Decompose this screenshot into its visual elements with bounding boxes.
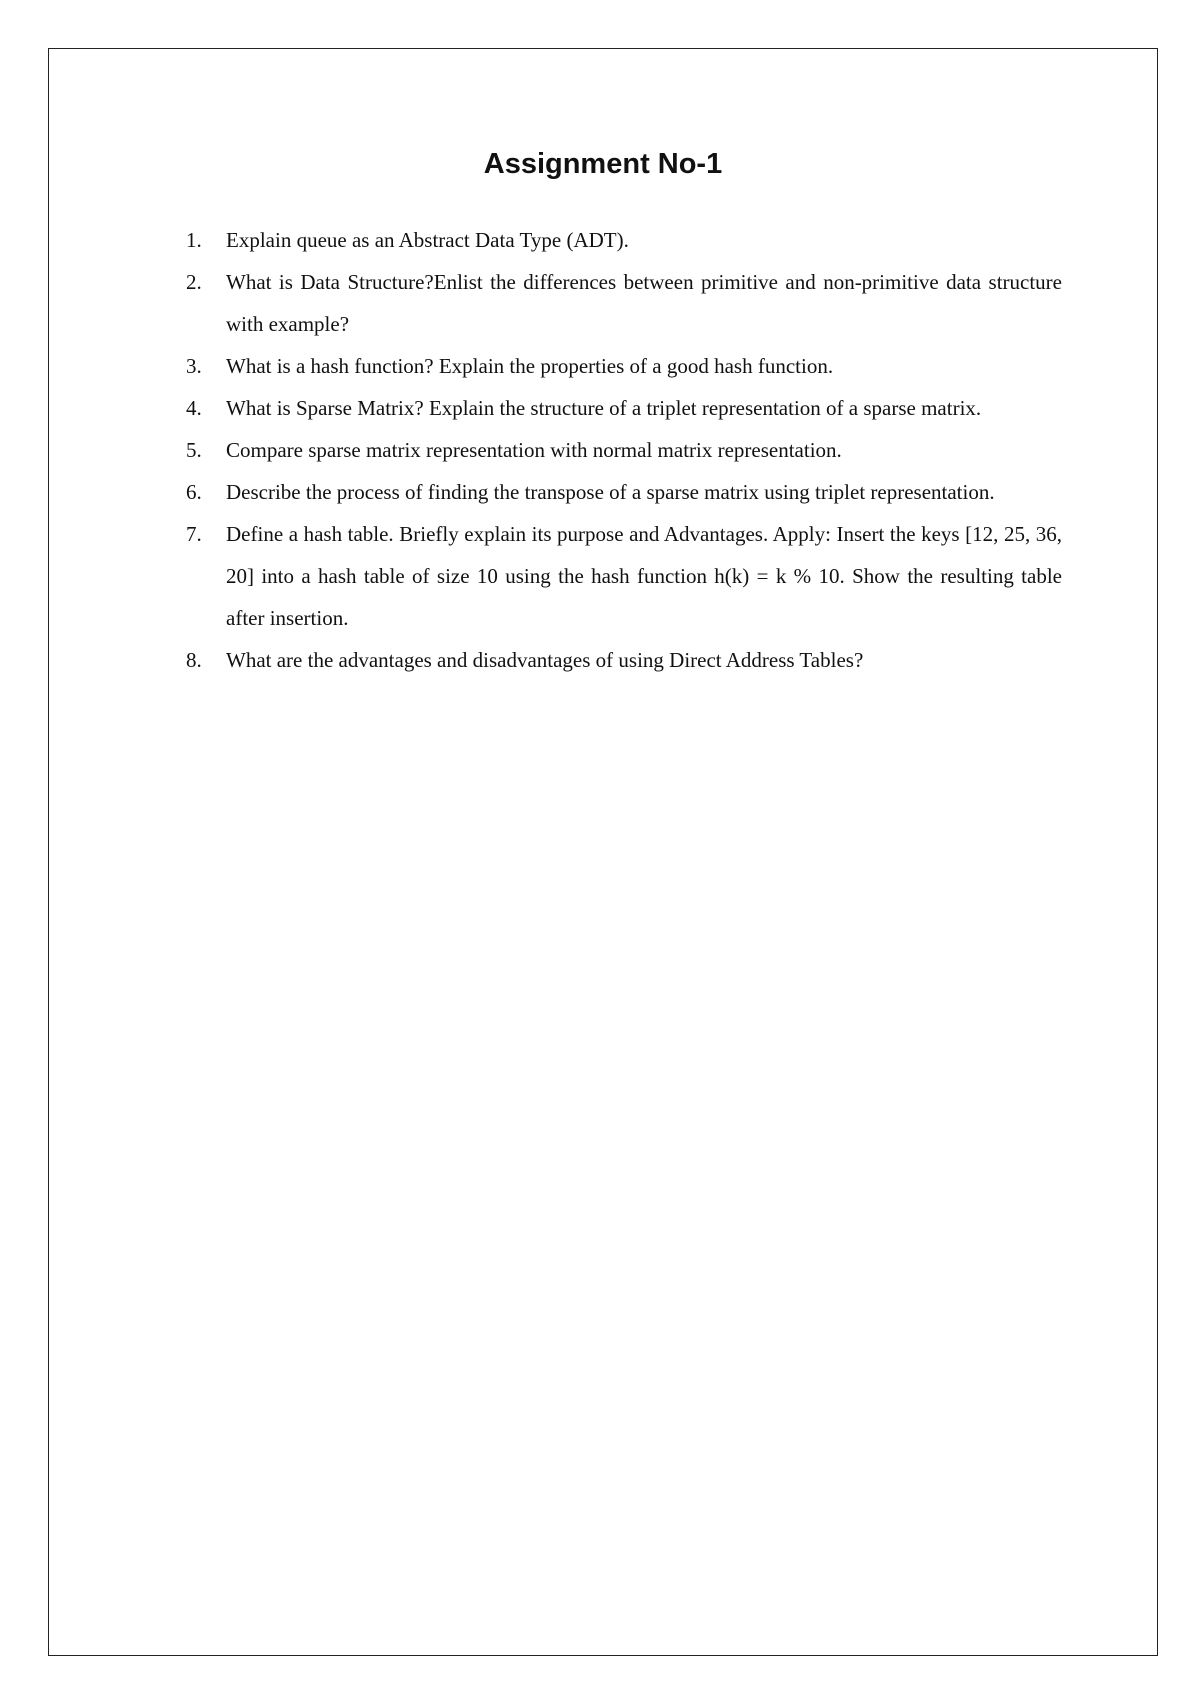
question-text: What is Sparse Matrix? Explain the structure of a triplet representation of a sparse matrix. xyxy=(226,396,982,420)
document-title: Assignment No-1 xyxy=(483,148,723,180)
question-item xyxy=(186,639,1062,681)
question-item xyxy=(186,261,1062,345)
question-item xyxy=(186,219,1062,261)
question-item xyxy=(186,345,1062,387)
question-number: 6. xyxy=(186,480,202,504)
question-number: 5. xyxy=(186,438,202,462)
question-text: What is Data Structure?Enlist the differences between primitive and non-primitive data structure with example? xyxy=(226,270,1062,336)
question-item xyxy=(186,387,1062,429)
question-number: 1. xyxy=(186,228,202,252)
question-number: 3. xyxy=(186,354,202,378)
question-text: Compare sparse matrix representation with normal matrix representation. xyxy=(226,438,842,462)
question-number: 2. xyxy=(186,270,202,294)
question-text: Describe the process of finding the transpose of a sparse matrix using triplet representation. xyxy=(226,480,995,504)
question-list xyxy=(186,219,1062,681)
question-item xyxy=(186,513,1062,639)
question-item xyxy=(186,429,1062,471)
question-number: 8. xyxy=(186,648,202,672)
question-text: What are the advantages and disadvantages of using Direct Address Tables? xyxy=(226,648,864,672)
question-text: Define a hash table. Briefly explain its purpose and Advantages. Apply: Insert the keys [12, 25, 36, 20] into a hash table of size 10 using the hash function h(k) = k % 10. Show the resulting table after insertion. xyxy=(226,522,1062,630)
question-number: 4. xyxy=(186,396,202,420)
question-text: What is a hash function? Explain the properties of a good hash function. xyxy=(226,354,834,378)
question-number: 7. xyxy=(186,522,202,546)
question-item xyxy=(186,471,1062,513)
question-text: Explain queue as an Abstract Data Type (ADT). xyxy=(226,228,629,252)
